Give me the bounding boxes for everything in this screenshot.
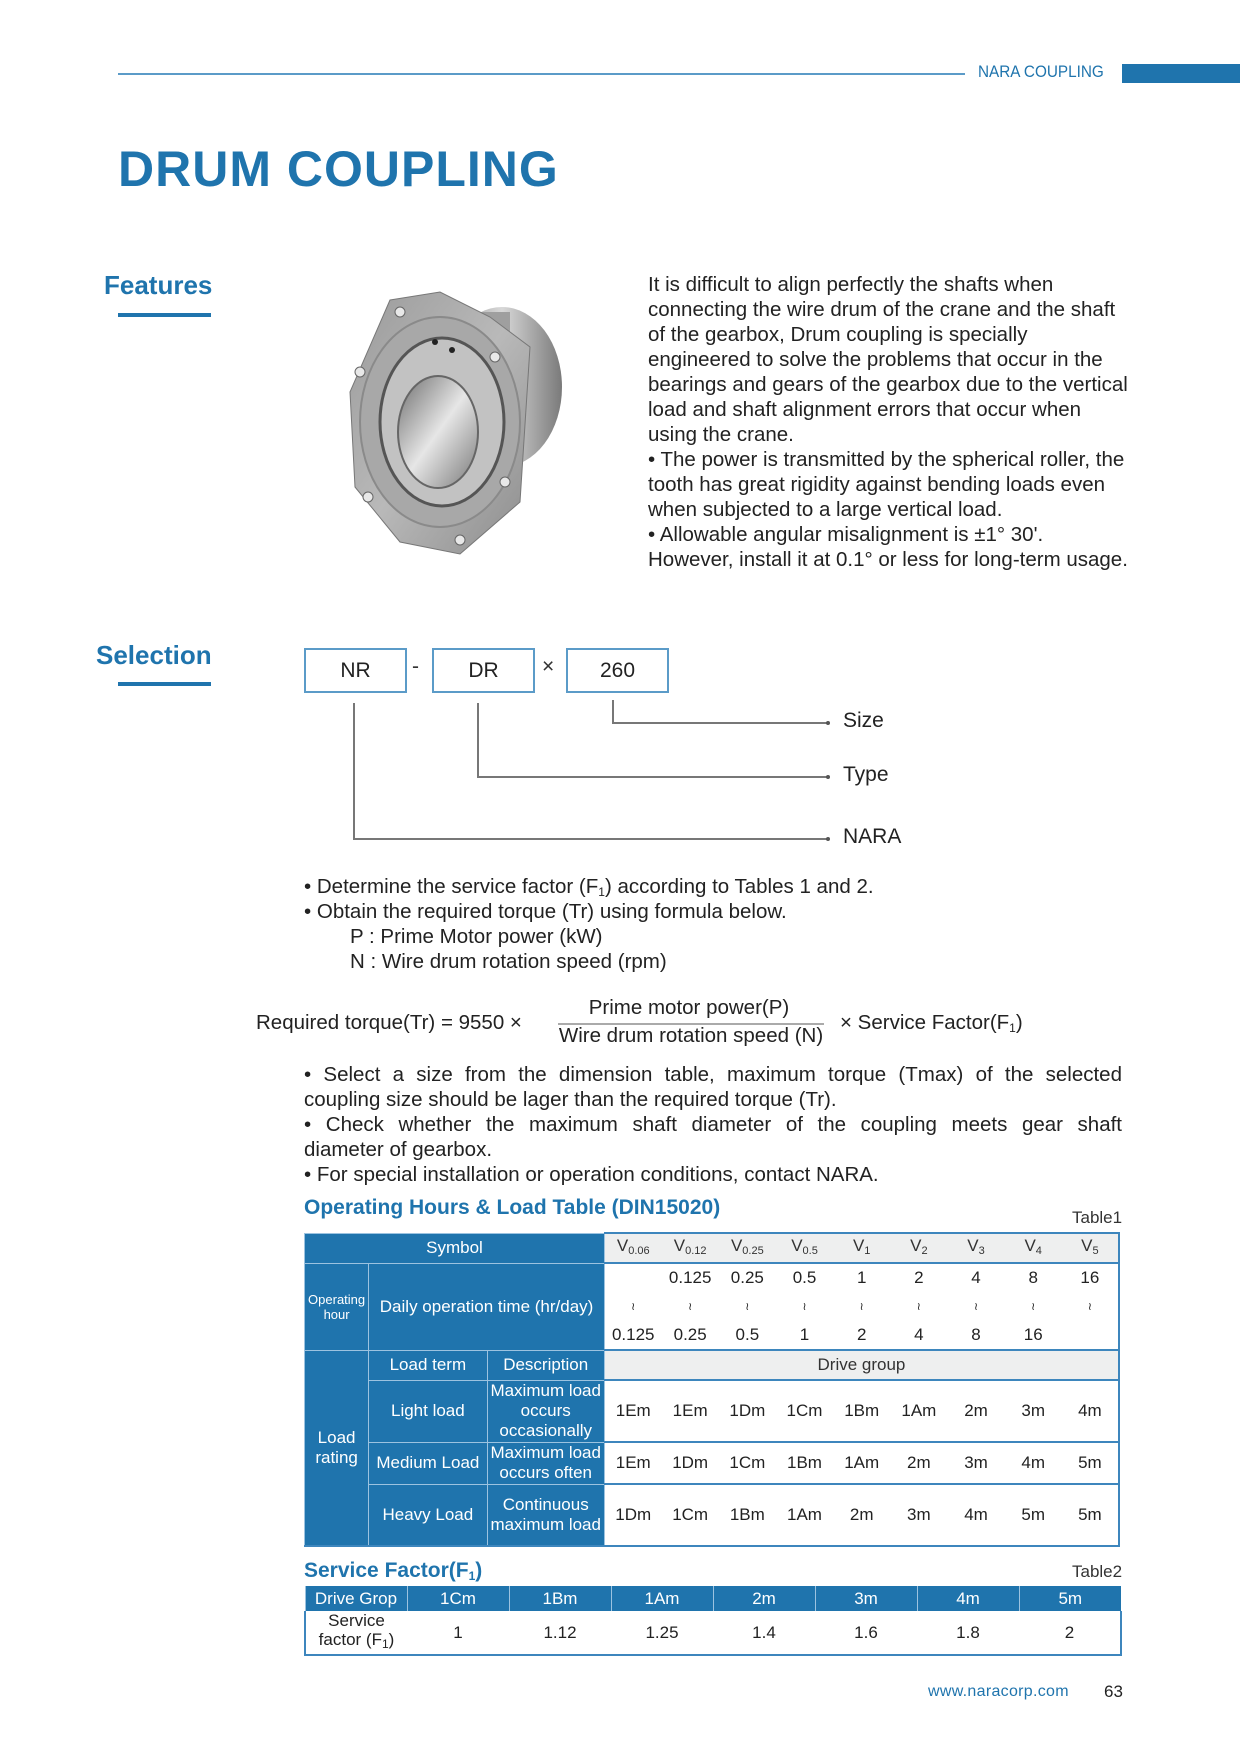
instruction-step2: • Obtain the required torque (Tr) using formula below.	[304, 900, 787, 923]
load-header-row	[305, 1350, 1120, 1380]
selection-heading: Selection	[96, 640, 212, 670]
drive-group-cell: 1Am	[833, 1442, 890, 1484]
range-to-cell: 8	[947, 1321, 1004, 1350]
features-bullet: • The power is transmitted by the spherical roller, the tooth has great rigidity against bending loads even when subjected to a large vertical load.	[648, 448, 1125, 521]
drive-group-cell: 1Dm	[719, 1380, 776, 1442]
drive-group-cell: 2m	[833, 1484, 890, 1546]
table2-tag: Table2	[1072, 1562, 1123, 1581]
service-factor-value: 1	[407, 1611, 509, 1655]
brand-bar	[1122, 64, 1240, 83]
selection-underline	[118, 682, 211, 686]
drive-group-cell: 1Bm	[833, 1380, 890, 1442]
daily-time-label: Daily operation time (hr/day)	[369, 1263, 605, 1350]
leader-nara-dot	[826, 837, 830, 841]
range-from-cell	[604, 1263, 661, 1292]
formula-rhs-end: )	[1015, 1011, 1023, 1034]
symbol-cell: V1	[833, 1233, 890, 1263]
symbol-label: Symbol	[305, 1233, 605, 1263]
leader-size-horizontal	[612, 722, 828, 724]
drive-group-cell: 3m	[1005, 1380, 1062, 1442]
range-symbol: ≀	[719, 1292, 776, 1321]
operating-hour-label: Operating hour	[305, 1263, 369, 1350]
leader-type-vertical	[477, 703, 479, 778]
drive-group-cell: 3m	[815, 1586, 917, 1611]
drive-group-cell: 1Am	[776, 1484, 833, 1546]
note-2b: diameter of gearbox.	[304, 1138, 493, 1161]
load-term: Medium Load	[369, 1442, 487, 1484]
operating-hours-table	[304, 1232, 1120, 1547]
load-term: Heavy Load	[369, 1484, 487, 1546]
load-description: Maximum load occurs occasionally	[487, 1380, 604, 1442]
drive-group-cell: 1Cm	[407, 1586, 509, 1611]
drive-group-cell: 1Em	[662, 1380, 719, 1442]
symbol-cell: V0.06	[604, 1233, 661, 1263]
range-to-cell: 0.125	[604, 1321, 661, 1350]
service-factor-label: Service factor $(F_1)$	[305, 1611, 407, 1655]
drive-group-cell: 2m	[713, 1586, 815, 1611]
drive-group-cell: 1Dm	[662, 1442, 719, 1484]
page-number: 63	[1104, 1682, 1123, 1701]
legend-type: Type	[843, 763, 889, 786]
drive-group-cell: 3m	[890, 1484, 947, 1546]
leader-nara-vertical	[353, 703, 355, 840]
features-heading: Features	[104, 270, 213, 300]
leader-size-dot	[826, 721, 830, 725]
range-from-cell: 0.5	[776, 1263, 833, 1292]
load-term-header: Load term	[369, 1350, 487, 1380]
range-from-cell: 16	[1062, 1263, 1119, 1292]
code-box-type: DR	[432, 648, 535, 693]
leader-type-dot	[826, 775, 830, 779]
table2-title	[304, 1559, 482, 1583]
service-factor-value: 1.8	[917, 1611, 1019, 1655]
drive-group-header: Drive group	[604, 1350, 1119, 1380]
load-description: Continuous maximum load	[487, 1484, 604, 1546]
range-from-cell: 0.25	[719, 1263, 776, 1292]
symbol-cell: V2	[890, 1233, 947, 1263]
drive-group-cell: 1Cm	[662, 1484, 719, 1546]
range-symbol: ≀	[662, 1292, 719, 1321]
drive-group-cell: 4m	[1005, 1442, 1062, 1484]
range-to-cell: 1	[776, 1321, 833, 1350]
code-separator-dash: -	[412, 655, 419, 678]
range-symbol: ≀	[947, 1292, 1004, 1321]
drive-group-cell: 5m	[1062, 1442, 1119, 1484]
drive-group-cell: 1Bm	[719, 1484, 776, 1546]
drive-group-cell: 1Em	[604, 1380, 661, 1442]
symbol-cell: V0.25	[719, 1233, 776, 1263]
formula-denominator: Wire drum rotation speed (N)	[558, 1024, 824, 1047]
load-row-light	[305, 1380, 1120, 1442]
formula-numerator: Prime motor power(P)	[588, 996, 790, 1019]
drive-group-cell: 1Am	[890, 1380, 947, 1442]
drive-group-cell: 5m	[1019, 1586, 1121, 1611]
note-1b: coupling size should be lager than the required torque (Tr).	[304, 1088, 837, 1111]
table1-tag: Table1	[1072, 1208, 1123, 1227]
definition-n: N : Wire drum rotation speed (rpm)	[350, 950, 667, 973]
symbol-cell: V3	[947, 1233, 1004, 1263]
range-to-cell: 16	[1005, 1321, 1062, 1350]
service-factor-value: 2	[1019, 1611, 1121, 1655]
drive-group-cell: 1Em	[604, 1442, 661, 1484]
symbol-cell: V0.12	[662, 1233, 719, 1263]
features-underline	[118, 313, 211, 317]
table2-title-subscript: 1	[468, 1569, 476, 1583]
range-from-cell: 1	[833, 1263, 890, 1292]
page-title: DRUM COUPLING	[118, 141, 559, 197]
step1-text: • Determine the service factor (F	[304, 875, 599, 898]
drive-group-cell: 1Dm	[604, 1484, 661, 1546]
footer-url-link[interactable]: www.naracorp.com	[928, 1683, 1069, 1700]
symbol-cell: V5	[1062, 1233, 1119, 1263]
range-to-cell: 0.25	[662, 1321, 719, 1350]
drive-group-cell: 5m	[1005, 1484, 1062, 1546]
description-header: Description	[487, 1350, 604, 1380]
torque-formula	[256, 990, 1156, 1050]
range-symbol: ≀	[776, 1292, 833, 1321]
service-factor-value: 1.12	[509, 1611, 611, 1655]
range-from-cell: 0.125	[662, 1263, 719, 1292]
formula-rhs-subscript: 1	[1009, 1021, 1016, 1035]
note-1a: • Select a size from the dimension table, maximum torque (Tmax) of the selected	[304, 1063, 1122, 1086]
features-paragraph: It is difficult to align perfectly the shafts when connecting the wire drum of the crane and the shaft of the gearbox, Drum coupling is specially engineered to solve the problems that occur in the bearings and gears of the gearbox due to the vertical load and shaft alignment errors that occur when using the crane.	[648, 273, 1128, 446]
symbol-cell: V4	[1005, 1233, 1062, 1263]
table2-title-text: Service Factor(F	[304, 1559, 469, 1582]
note-2a: • Check whether the maximum shaft diameter of the coupling meets gear shaft	[304, 1113, 1122, 1136]
drive-group-cell: 2m	[947, 1380, 1004, 1442]
drum-coupling-icon	[330, 272, 570, 557]
service-factor-value: 1.6	[815, 1611, 917, 1655]
formula-rhs	[840, 1011, 1023, 1035]
service-factor-value: 1.25	[611, 1611, 713, 1655]
table2-title-end: )	[475, 1559, 483, 1582]
formula-lhs: Required torque(Tr) = 9550 ×	[256, 1011, 522, 1034]
drive-group-cell: 1Am	[611, 1586, 713, 1611]
drive-group-cell: 3m	[947, 1442, 1004, 1484]
drive-group-cell: 1Bm	[776, 1442, 833, 1484]
load-row-medium	[305, 1442, 1120, 1484]
code-box-prefix: NR	[304, 648, 407, 693]
drive-group-cell: 1Cm	[776, 1380, 833, 1442]
step1-text-end: ) according to Tables 1 and 2.	[604, 875, 874, 898]
range-from-cell: 8	[1005, 1263, 1062, 1292]
drive-group-cell: 1Cm	[719, 1442, 776, 1484]
step1-subscript: 1	[598, 885, 605, 899]
drive-group-cell: 1Bm	[509, 1586, 611, 1611]
features-bullet: • Allowable angular misalignment is ±1° 30'. However, install it at 0.1° or less for long-term usage.	[648, 523, 1128, 571]
service-factor-value: 1.4	[713, 1611, 815, 1655]
code-separator-times: ×	[542, 655, 555, 678]
symbol-cell: V0.5	[776, 1233, 833, 1263]
range-symbol: ≀	[1005, 1292, 1062, 1321]
range-symbol: ≀	[890, 1292, 947, 1321]
code-box-size: 260	[566, 648, 669, 693]
drive-group-cell: 4m	[947, 1484, 1004, 1546]
leader-nara-horizontal	[353, 838, 828, 840]
service-factor-row	[305, 1611, 1121, 1655]
drive-group-cell: 2m	[890, 1442, 947, 1484]
legend-nara: NARA	[843, 825, 902, 848]
range-to-cell	[1062, 1321, 1119, 1350]
note-3: • For special installation or operation conditions, contact NARA.	[304, 1163, 879, 1186]
range-symbol: ≀	[1062, 1292, 1119, 1321]
formula-rhs-text: × Service Factor(F	[840, 1011, 1010, 1034]
leader-size-vertical	[612, 700, 614, 724]
drive-group-cell: 4m	[1062, 1380, 1119, 1442]
product-image	[330, 272, 570, 557]
range-to-cell: 4	[890, 1321, 947, 1350]
drive-group-cell: 4m	[917, 1586, 1019, 1611]
header-rule	[118, 73, 965, 75]
range-from-cell: 2	[890, 1263, 947, 1292]
service-factor-table	[304, 1586, 1122, 1656]
load-term: Light load	[369, 1380, 487, 1442]
range-to-cell: 0.5	[719, 1321, 776, 1350]
selection-notes	[304, 1062, 1122, 1187]
leader-type-horizontal	[477, 776, 828, 778]
definition-p: P : Prime Motor power (kW)	[350, 925, 603, 948]
range-symbol: ≀	[604, 1292, 661, 1321]
features-description	[648, 272, 1128, 572]
load-description: Maximum load occurs often	[487, 1442, 604, 1484]
range-from-row	[305, 1263, 1120, 1292]
range-from-cell: 4	[947, 1263, 1004, 1292]
load-rating-label: Load rating	[305, 1350, 369, 1546]
range-to-cell: 2	[833, 1321, 890, 1350]
drive-group-header: Drive Grop	[305, 1586, 407, 1611]
symbol-row	[305, 1233, 1120, 1263]
brand-label: NARA COUPLING	[978, 62, 1104, 81]
drive-group-row	[305, 1586, 1121, 1611]
range-symbol: ≀	[833, 1292, 890, 1321]
table1-title: Operating Hours & Load Table (DIN15020)	[304, 1196, 721, 1219]
load-row-heavy	[305, 1484, 1120, 1546]
legend-size: Size	[843, 709, 884, 732]
drive-group-cell: 5m	[1062, 1484, 1119, 1546]
